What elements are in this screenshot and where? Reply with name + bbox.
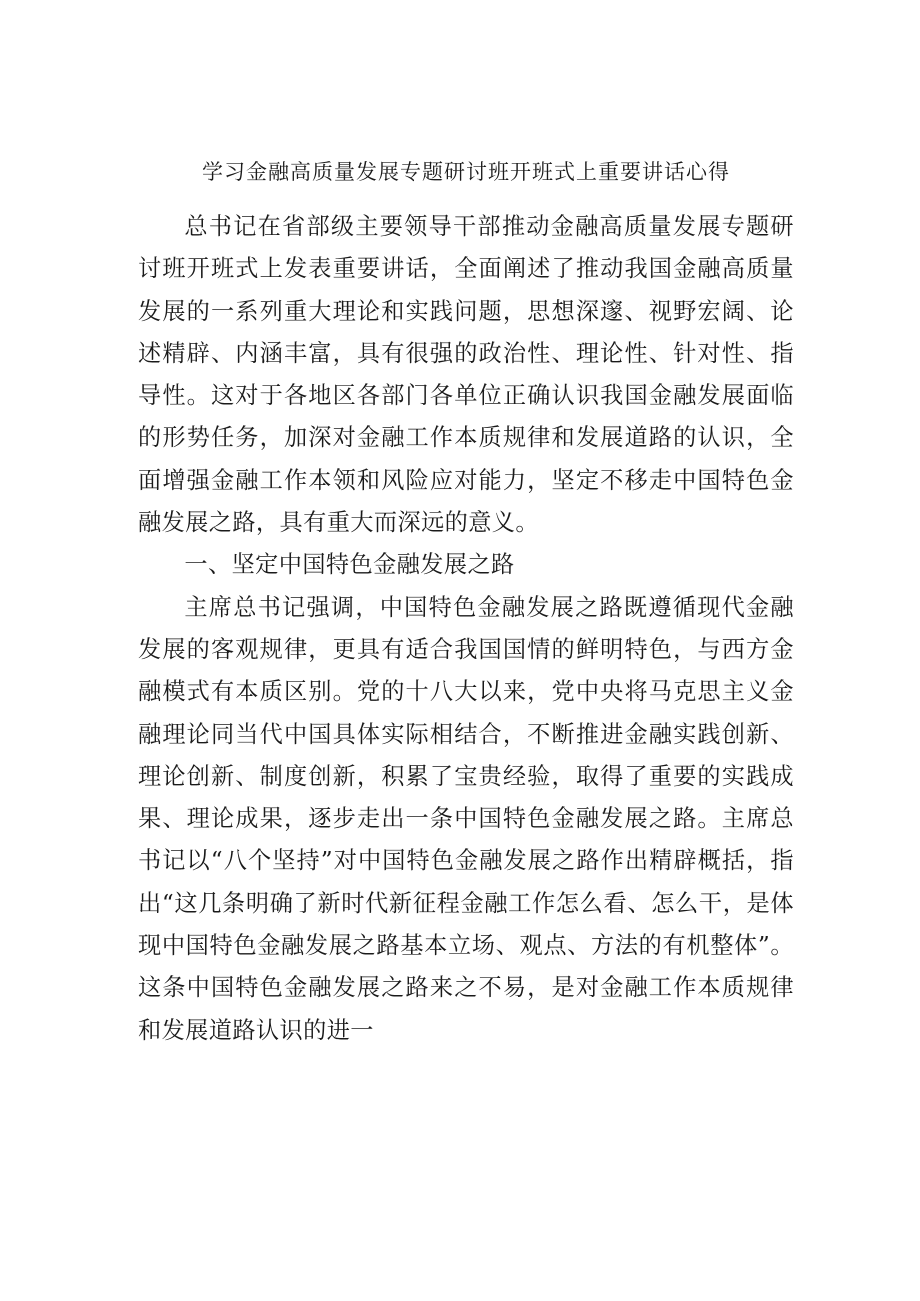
section-paragraph: 主席总书记强调，中国特色金融发展之路既遵循现代金融发展的客观规律，更具有适合我国国情的鲜明特色，与西方金融模式有本质区别。党的十八大以来，党中央将马克思主义金融理论同当代中国具体实际相结合，不断推进金融实践创新、理论创新、制度创新，积累了宝贵经验，取得了重要的实践成果、理论成果，逐步走出一条中国特色金融发展之路。主席总书记以“八个坚持”对中国特色金融发展之路作出精辟概括，指出“这几条明确了新时代新征程金融工作怎么看、怎么干，是体现中国特色金融发展之路基本立场、观点、方法的有机整体”。这条中国特色金融发展之路来之不易，是对金融工作本质规律和发展道路认识的进一 bbox=[138, 593, 794, 1044]
document-page bbox=[138, 150, 794, 1052]
document-title: 学习金融高质量发展专题研讨班开班式上重要讲话心得 bbox=[202, 160, 730, 184]
intro-paragraph: 总书记在省部级主要领导干部推动金融高质量发展专题研讨班开班式上发表重要讲话，全面阐述了推动我国金融高质量发展的一系列重大理论和实践问题，思想深邃、视野宏阔、论述精辟、内涵丰富，具有很强的政治性、理论性、针对性、指导性。这对于各地区各部门各单位正确认识我国金融发展面临的形势任务，加深对金融工作本质规律和发展道路的认识，全面增强金融工作本领和风险应对能力，坚定不移走中国特色金融发展之路，具有重大而深远的意义。 bbox=[138, 213, 794, 537]
section-heading: 一、坚定中国特色金融发展之路 bbox=[184, 551, 515, 579]
